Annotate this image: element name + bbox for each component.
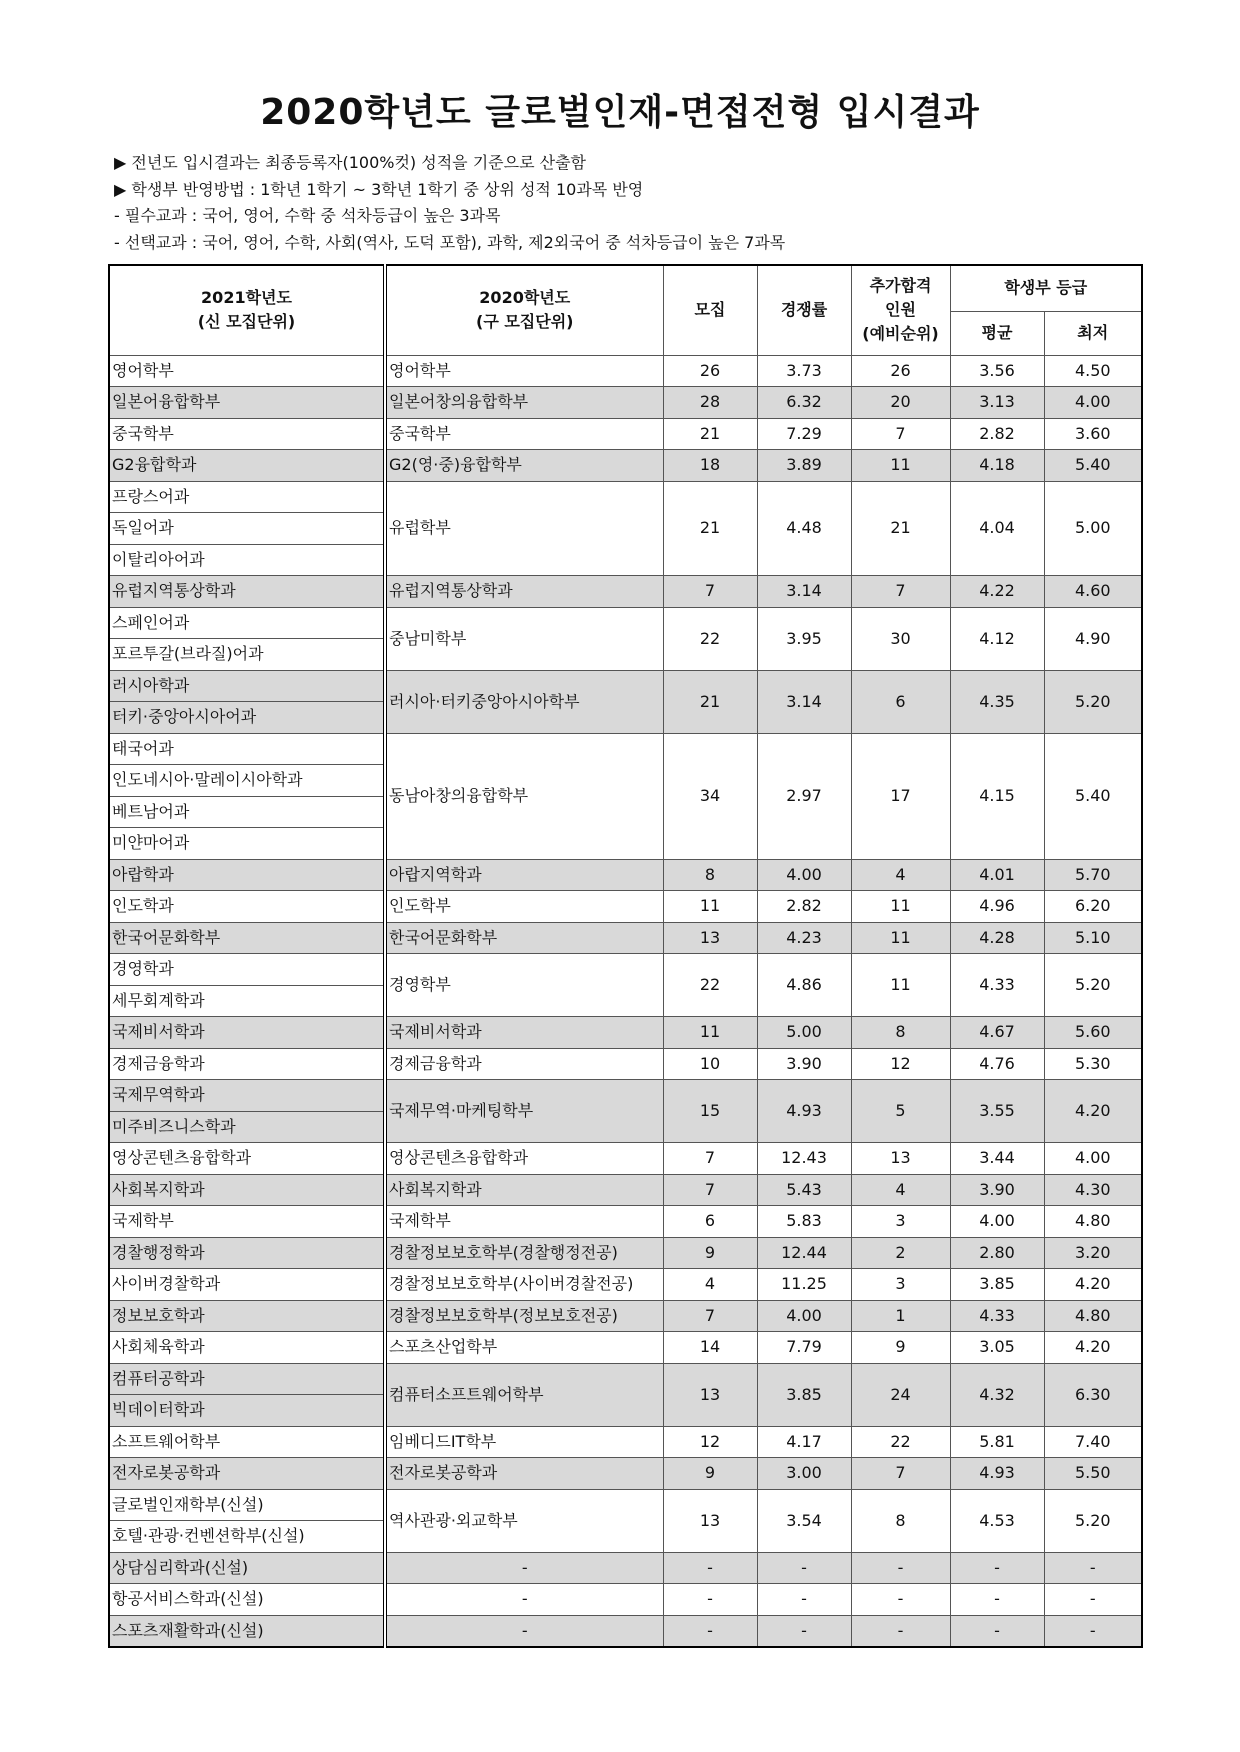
table-row xyxy=(109,1237,1142,1269)
min-cell: 4.50 xyxy=(1044,355,1142,387)
new-unit-cell: 아랍학과 xyxy=(109,859,385,891)
extra-cell: 24 xyxy=(851,1363,950,1426)
extra-cell: 30 xyxy=(851,607,950,670)
header-extra-line1: 추가합격 xyxy=(869,276,932,296)
extra-cell: 22 xyxy=(851,1426,950,1458)
avg-cell: 4.67 xyxy=(950,1017,1044,1049)
table-row xyxy=(109,1017,1142,1049)
table-row xyxy=(109,1458,1142,1490)
extra-cell: - xyxy=(851,1552,950,1584)
min-cell: 5.10 xyxy=(1044,922,1142,954)
min-cell: 6.30 xyxy=(1044,1363,1142,1426)
ratio-cell: 3.14 xyxy=(757,670,851,733)
extra-cell: 7 xyxy=(851,576,950,608)
new-unit-cell: 유럽지역통상학과 xyxy=(109,576,385,608)
extra-cell: 26 xyxy=(851,355,950,387)
quota-cell: 22 xyxy=(663,954,757,1017)
header-avg: 평균 xyxy=(950,311,1044,355)
new-unit-cell: 한국어문화학부 xyxy=(109,922,385,954)
table-row xyxy=(109,607,1142,639)
ratio-cell: 4.86 xyxy=(757,954,851,1017)
table-row xyxy=(109,1552,1142,1584)
ratio-cell: 5.00 xyxy=(757,1017,851,1049)
ratio-cell: 3.90 xyxy=(757,1048,851,1080)
header-extra-line3: (예비순위) xyxy=(862,324,939,344)
extra-cell: - xyxy=(851,1584,950,1616)
new-unit-cell: 전자로봇공학과 xyxy=(109,1458,385,1490)
quota-cell: 22 xyxy=(663,607,757,670)
old-unit-cell: - xyxy=(385,1584,663,1616)
quota-cell: 13 xyxy=(663,1363,757,1426)
extra-cell: - xyxy=(851,1615,950,1647)
quota-cell: 10 xyxy=(663,1048,757,1080)
page-title: 2020학년도 글로벌인재-면접전형 입시결과 xyxy=(260,92,980,133)
table-body xyxy=(109,355,1142,1647)
extra-cell: 4 xyxy=(851,859,950,891)
ratio-cell: 3.95 xyxy=(757,607,851,670)
old-unit-cell: 경영학부 xyxy=(385,954,663,1017)
table-row xyxy=(109,387,1142,419)
ratio-cell: - xyxy=(757,1584,851,1616)
old-unit-cell: G2(영·중)융합학부 xyxy=(385,450,663,482)
old-unit-cell: 영어학부 xyxy=(385,355,663,387)
table-row xyxy=(109,1048,1142,1080)
old-unit-cell: 중남미학부 xyxy=(385,607,663,670)
new-unit-cell: 영어학부 xyxy=(109,355,385,387)
table-header xyxy=(109,265,1142,355)
extra-cell: 3 xyxy=(851,1269,950,1301)
table-row xyxy=(109,733,1142,765)
new-unit-cell: 중국학부 xyxy=(109,418,385,450)
header-new-unit-line1: 2021학년도 xyxy=(201,288,292,308)
quota-cell: 34 xyxy=(663,733,757,859)
quota-cell: 9 xyxy=(663,1458,757,1490)
min-cell: 4.30 xyxy=(1044,1174,1142,1206)
new-unit-cell: 인도학과 xyxy=(109,891,385,923)
old-unit-cell: 임베디드IT학부 xyxy=(385,1426,663,1458)
quota-cell: 7 xyxy=(663,576,757,608)
table-row xyxy=(109,922,1142,954)
table-row xyxy=(109,954,1142,986)
ratio-cell: 12.44 xyxy=(757,1237,851,1269)
avg-cell: 3.55 xyxy=(950,1080,1044,1143)
min-cell: 5.60 xyxy=(1044,1017,1142,1049)
ratio-cell: 4.48 xyxy=(757,481,851,576)
header-old-unit-line1: 2020학년도 xyxy=(479,288,571,308)
header-extra xyxy=(851,265,950,355)
extra-cell: 11 xyxy=(851,450,950,482)
avg-cell: 2.82 xyxy=(950,418,1044,450)
results-table xyxy=(108,264,1143,1648)
table-row xyxy=(109,1300,1142,1332)
new-unit-cell: 경제금융학과 xyxy=(109,1048,385,1080)
header-extra-line2: 인원 xyxy=(885,300,916,320)
avg-cell: 4.18 xyxy=(950,450,1044,482)
ratio-cell: 3.14 xyxy=(757,576,851,608)
quota-cell: 9 xyxy=(663,1237,757,1269)
old-unit-cell: 사회복지학과 xyxy=(385,1174,663,1206)
table-row xyxy=(109,418,1142,450)
min-cell: 5.20 xyxy=(1044,1489,1142,1552)
min-cell: 4.90 xyxy=(1044,607,1142,670)
header-min: 최저 xyxy=(1044,311,1142,355)
old-unit-cell: 일본어창의융합학부 xyxy=(385,387,663,419)
old-unit-cell: 한국어문화학부 xyxy=(385,922,663,954)
new-unit-cell: 사이버경찰학과 xyxy=(109,1269,385,1301)
avg-cell: - xyxy=(950,1584,1044,1616)
avg-cell: 4.33 xyxy=(950,1300,1044,1332)
quota-cell: - xyxy=(663,1615,757,1647)
table-row xyxy=(109,1206,1142,1238)
extra-cell: 8 xyxy=(851,1017,950,1049)
table-row xyxy=(109,1363,1142,1395)
min-cell: 3.60 xyxy=(1044,418,1142,450)
min-cell: 5.40 xyxy=(1044,450,1142,482)
new-unit-cell: G2융합학과 xyxy=(109,450,385,482)
new-unit-cell: 러시아학과 xyxy=(109,670,385,702)
extra-cell: 2 xyxy=(851,1237,950,1269)
avg-cell: 3.44 xyxy=(950,1143,1044,1175)
extra-cell: 13 xyxy=(851,1143,950,1175)
min-cell: 5.50 xyxy=(1044,1458,1142,1490)
min-cell: - xyxy=(1044,1615,1142,1647)
ratio-cell: 3.00 xyxy=(757,1458,851,1490)
min-cell: 5.00 xyxy=(1044,481,1142,576)
notes xyxy=(114,150,785,256)
old-unit-cell: 경찰정보보호학부(정보보호전공) xyxy=(385,1300,663,1332)
table-row xyxy=(109,1269,1142,1301)
extra-cell: 8 xyxy=(851,1489,950,1552)
ratio-cell: 6.32 xyxy=(757,387,851,419)
ratio-cell: - xyxy=(757,1615,851,1647)
ratio-cell: 2.97 xyxy=(757,733,851,859)
new-unit-cell: 소프트웨어학부 xyxy=(109,1426,385,1458)
extra-cell: 11 xyxy=(851,891,950,923)
min-cell: 5.70 xyxy=(1044,859,1142,891)
quota-cell: 11 xyxy=(663,1017,757,1049)
avg-cell: 4.96 xyxy=(950,891,1044,923)
old-unit-cell: 경찰정보보호학부(경찰행정전공) xyxy=(385,1237,663,1269)
header-ratio: 경쟁률 xyxy=(757,265,851,355)
quota-cell: 28 xyxy=(663,387,757,419)
min-cell: 5.20 xyxy=(1044,954,1142,1017)
ratio-cell: - xyxy=(757,1552,851,1584)
old-unit-cell: - xyxy=(385,1615,663,1647)
quota-cell: - xyxy=(663,1584,757,1616)
table-row xyxy=(109,1426,1142,1458)
avg-cell: 3.85 xyxy=(950,1269,1044,1301)
old-unit-cell: 국제비서학과 xyxy=(385,1017,663,1049)
extra-cell: 11 xyxy=(851,954,950,1017)
quota-cell: 21 xyxy=(663,481,757,576)
new-unit-cell: 상담심리학과(신설) xyxy=(109,1552,385,1584)
old-unit-cell: 국제무역·마케팅학부 xyxy=(385,1080,663,1143)
avg-cell: 4.28 xyxy=(950,922,1044,954)
table-row xyxy=(109,1174,1142,1206)
new-unit-cell: 국제무역학과 xyxy=(109,1080,385,1112)
note-line: - 필수교과 : 국어, 영어, 수학 중 석차등급이 높은 3과목 xyxy=(114,206,501,225)
ratio-cell: 2.82 xyxy=(757,891,851,923)
table-row xyxy=(109,355,1142,387)
table-row xyxy=(109,1489,1142,1521)
quota-cell: 7 xyxy=(663,1174,757,1206)
new-unit-cell: 정보보호학과 xyxy=(109,1300,385,1332)
extra-cell: 3 xyxy=(851,1206,950,1238)
min-cell: 4.80 xyxy=(1044,1206,1142,1238)
ratio-cell: 11.25 xyxy=(757,1269,851,1301)
extra-cell: 7 xyxy=(851,418,950,450)
quota-cell: 4 xyxy=(663,1269,757,1301)
new-unit-cell: 사회체육학과 xyxy=(109,1332,385,1364)
new-unit-cell: 경영학과 xyxy=(109,954,385,986)
new-unit-cell: 국제비서학과 xyxy=(109,1017,385,1049)
old-unit-cell: 유럽지역통상학과 xyxy=(385,576,663,608)
table-row xyxy=(109,450,1142,482)
ratio-cell: 3.54 xyxy=(757,1489,851,1552)
new-unit-cell: 미주비즈니스학과 xyxy=(109,1111,385,1143)
min-cell: 5.30 xyxy=(1044,1048,1142,1080)
avg-cell: 3.05 xyxy=(950,1332,1044,1364)
ratio-cell: 4.17 xyxy=(757,1426,851,1458)
quota-cell: 11 xyxy=(663,891,757,923)
quota-cell: 18 xyxy=(663,450,757,482)
new-unit-cell: 미얀마어과 xyxy=(109,828,385,860)
old-unit-cell: 러시아·터키중앙아시아학부 xyxy=(385,670,663,733)
new-unit-cell: 일본어융합학부 xyxy=(109,387,385,419)
quota-cell: 26 xyxy=(663,355,757,387)
avg-cell: - xyxy=(950,1615,1044,1647)
extra-cell: 6 xyxy=(851,670,950,733)
min-cell: 4.00 xyxy=(1044,1143,1142,1175)
table-row xyxy=(109,481,1142,513)
old-unit-cell: 유럽학부 xyxy=(385,481,663,576)
header-old-unit-line2: (구 모집단위) xyxy=(476,312,574,332)
avg-cell: 4.01 xyxy=(950,859,1044,891)
avg-cell: 5.81 xyxy=(950,1426,1044,1458)
avg-cell: 4.00 xyxy=(950,1206,1044,1238)
new-unit-cell: 인도네시아·말레이시아학과 xyxy=(109,765,385,797)
new-unit-cell: 세무회계학과 xyxy=(109,985,385,1017)
table-row xyxy=(109,670,1142,702)
extra-cell: 17 xyxy=(851,733,950,859)
new-unit-cell: 호텔·관광·컨벤션학부(신설) xyxy=(109,1521,385,1553)
new-unit-cell: 스페인어과 xyxy=(109,607,385,639)
new-unit-cell: 항공서비스학과(신설) xyxy=(109,1584,385,1616)
extra-cell: 21 xyxy=(851,481,950,576)
extra-cell: 9 xyxy=(851,1332,950,1364)
ratio-cell: 3.73 xyxy=(757,355,851,387)
quota-cell: 21 xyxy=(663,670,757,733)
ratio-cell: 4.00 xyxy=(757,1300,851,1332)
old-unit-cell: 경제금융학과 xyxy=(385,1048,663,1080)
old-unit-cell: 영상콘텐츠융합학과 xyxy=(385,1143,663,1175)
table-row xyxy=(109,1143,1142,1175)
avg-cell: 4.12 xyxy=(950,607,1044,670)
new-unit-cell: 글로벌인재학부(신설) xyxy=(109,1489,385,1521)
extra-cell: 1 xyxy=(851,1300,950,1332)
quota-cell: 13 xyxy=(663,1489,757,1552)
ratio-cell: 12.43 xyxy=(757,1143,851,1175)
header-grade: 학생부 등급 xyxy=(950,265,1142,311)
extra-cell: 11 xyxy=(851,922,950,954)
table-row xyxy=(109,576,1142,608)
new-unit-cell: 스포츠재활학과(신설) xyxy=(109,1615,385,1647)
note-line: ▶ 학생부 반영방법 : 1학년 1학기 ~ 3학년 1학기 중 상위 성적 10과목 반영 xyxy=(114,179,644,199)
min-cell: 4.20 xyxy=(1044,1080,1142,1143)
ratio-cell: 4.23 xyxy=(757,922,851,954)
table-row xyxy=(109,859,1142,891)
new-unit-cell: 영상콘텐츠융합학과 xyxy=(109,1143,385,1175)
new-unit-cell: 빅데이터학과 xyxy=(109,1395,385,1427)
header-old-unit xyxy=(385,265,663,355)
old-unit-cell: 전자로봇공학과 xyxy=(385,1458,663,1490)
old-unit-cell: 경찰정보보호학부(사이버경찰전공) xyxy=(385,1269,663,1301)
note-line: - 선택교과 : 국어, 영어, 수학, 사회(역사, 도덕 포함), 과학, 제2외국어 중 석차등급이 높은 7과목 xyxy=(114,232,786,252)
min-cell: - xyxy=(1044,1552,1142,1584)
ratio-cell: 3.85 xyxy=(757,1363,851,1426)
old-unit-cell: 컴퓨터소프트웨어학부 xyxy=(385,1363,663,1426)
extra-cell: 20 xyxy=(851,387,950,419)
min-cell: 5.40 xyxy=(1044,733,1142,859)
new-unit-cell: 포르투갈(브라질)어과 xyxy=(109,639,385,671)
table-row xyxy=(109,1080,1142,1112)
extra-cell: 5 xyxy=(851,1080,950,1143)
ratio-cell: 4.00 xyxy=(757,859,851,891)
old-unit-cell: 스포츠산업학부 xyxy=(385,1332,663,1364)
avg-cell: 4.32 xyxy=(950,1363,1044,1426)
avg-cell: 4.93 xyxy=(950,1458,1044,1490)
avg-cell: 4.04 xyxy=(950,481,1044,576)
min-cell: 3.20 xyxy=(1044,1237,1142,1269)
header-new-unit-line2: (신 모집단위) xyxy=(197,312,296,332)
quota-cell: 7 xyxy=(663,1300,757,1332)
ratio-cell: 5.43 xyxy=(757,1174,851,1206)
ratio-cell: 7.79 xyxy=(757,1332,851,1364)
new-unit-cell: 이탈리아어과 xyxy=(109,544,385,576)
old-unit-cell: 인도학부 xyxy=(385,891,663,923)
extra-cell: 12 xyxy=(851,1048,950,1080)
new-unit-cell: 경찰행정학과 xyxy=(109,1237,385,1269)
avg-cell: 3.90 xyxy=(950,1174,1044,1206)
new-unit-cell: 컴퓨터공학과 xyxy=(109,1363,385,1395)
quota-cell: 14 xyxy=(663,1332,757,1364)
quota-cell: 13 xyxy=(663,922,757,954)
ratio-cell: 5.83 xyxy=(757,1206,851,1238)
min-cell: 7.40 xyxy=(1044,1426,1142,1458)
note-line: ▶ 전년도 입시결과는 최종등록자(100%컷) 성적을 기준으로 산출함 xyxy=(114,153,586,172)
table-row xyxy=(109,1615,1142,1647)
avg-cell: - xyxy=(950,1552,1044,1584)
quota-cell: 8 xyxy=(663,859,757,891)
extra-cell: 4 xyxy=(851,1174,950,1206)
quota-cell: 7 xyxy=(663,1143,757,1175)
min-cell: - xyxy=(1044,1584,1142,1616)
min-cell: 4.60 xyxy=(1044,576,1142,608)
quota-cell: 12 xyxy=(663,1426,757,1458)
header-quota: 모집 xyxy=(663,265,757,355)
avg-cell: 4.53 xyxy=(950,1489,1044,1552)
avg-cell: 4.76 xyxy=(950,1048,1044,1080)
quota-cell: - xyxy=(663,1552,757,1584)
quota-cell: 6 xyxy=(663,1206,757,1238)
avg-cell: 3.56 xyxy=(950,355,1044,387)
avg-cell: 4.33 xyxy=(950,954,1044,1017)
avg-cell: 2.80 xyxy=(950,1237,1044,1269)
quota-cell: 21 xyxy=(663,418,757,450)
old-unit-cell: 아랍지역학과 xyxy=(385,859,663,891)
avg-cell: 4.22 xyxy=(950,576,1044,608)
old-unit-cell: 국제학부 xyxy=(385,1206,663,1238)
table-row xyxy=(109,891,1142,923)
quota-cell: 15 xyxy=(663,1080,757,1143)
ratio-cell: 4.93 xyxy=(757,1080,851,1143)
ratio-cell: 7.29 xyxy=(757,418,851,450)
ratio-cell: 3.89 xyxy=(757,450,851,482)
min-cell: 4.20 xyxy=(1044,1269,1142,1301)
min-cell: 4.00 xyxy=(1044,387,1142,419)
extra-cell: 7 xyxy=(851,1458,950,1490)
old-unit-cell: 동남아창의융합학부 xyxy=(385,733,663,859)
new-unit-cell: 독일어과 xyxy=(109,513,385,545)
min-cell: 4.80 xyxy=(1044,1300,1142,1332)
table-row xyxy=(109,1584,1142,1616)
new-unit-cell: 프랑스어과 xyxy=(109,481,385,513)
min-cell: 4.20 xyxy=(1044,1332,1142,1364)
new-unit-cell: 국제학부 xyxy=(109,1206,385,1238)
old-unit-cell: - xyxy=(385,1552,663,1584)
table-row xyxy=(109,1332,1142,1364)
new-unit-cell: 태국어과 xyxy=(109,733,385,765)
new-unit-cell: 터키·중앙아시아어과 xyxy=(109,702,385,734)
avg-cell: 4.15 xyxy=(950,733,1044,859)
min-cell: 6.20 xyxy=(1044,891,1142,923)
avg-cell: 4.35 xyxy=(950,670,1044,733)
old-unit-cell: 중국학부 xyxy=(385,418,663,450)
new-unit-cell: 사회복지학과 xyxy=(109,1174,385,1206)
header-new-unit xyxy=(109,265,385,355)
avg-cell: 3.13 xyxy=(950,387,1044,419)
old-unit-cell: 역사관광·외교학부 xyxy=(385,1489,663,1552)
new-unit-cell: 베트남어과 xyxy=(109,796,385,828)
min-cell: 5.20 xyxy=(1044,670,1142,733)
